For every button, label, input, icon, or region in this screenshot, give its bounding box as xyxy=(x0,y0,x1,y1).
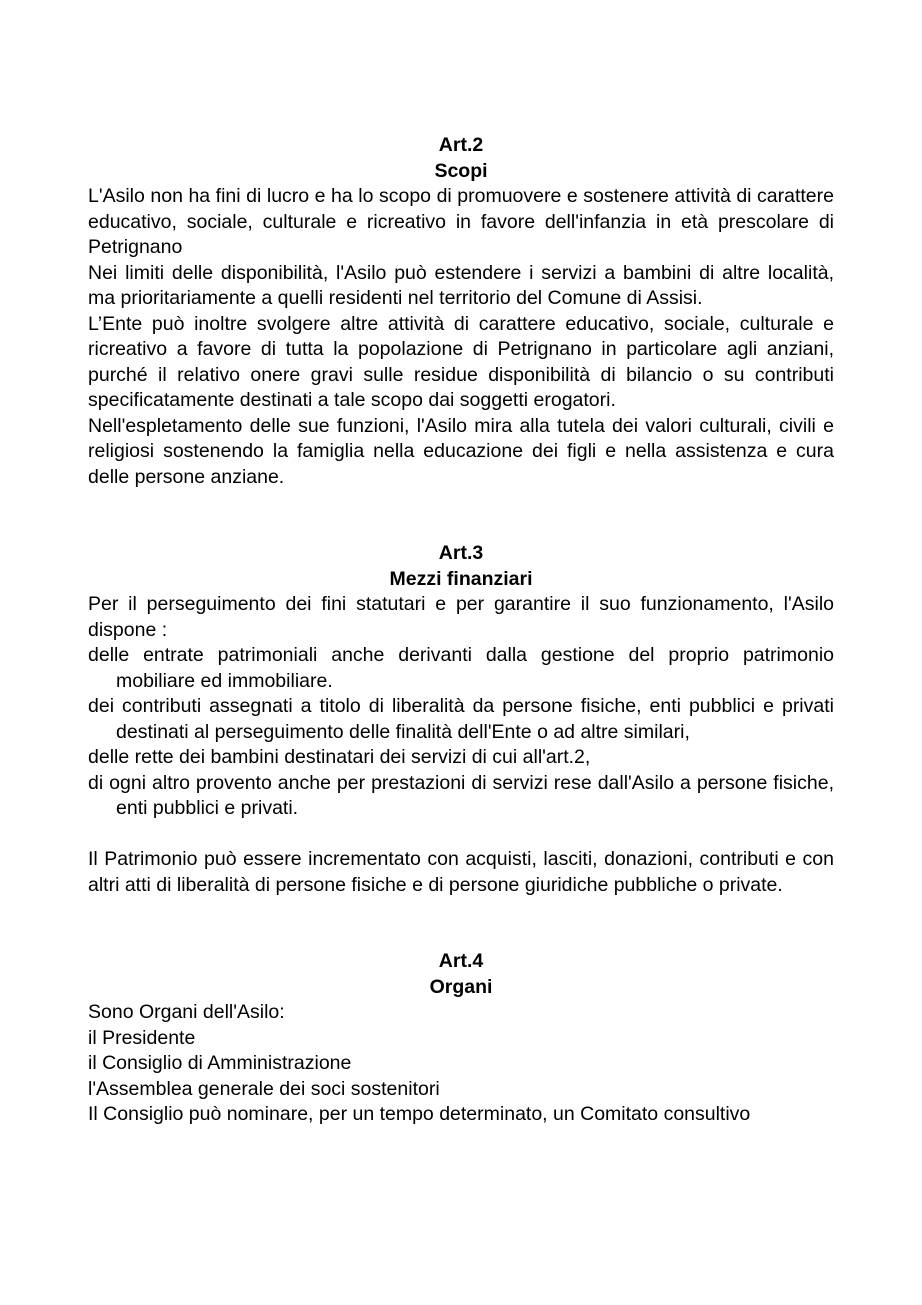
spacer xyxy=(88,490,834,541)
paragraph: Il Patrimonio può essere incrementato con acquisti, lasciti, donazioni, contributi e con altri atti di liberalità di persone fisiche e di persone giuridiche pubbliche o private. xyxy=(88,848,834,896)
paragraph: L’Ente può inoltre svolgere altre attività di carattere educativo, sociale, culturale e ricreativo a favore di tutta la popolazione di Petrignano in particolare agli anziani, purché il relativo onere gravi sulle residue disponibilità di bilancio o su contributi specificatamente destinati a tale scopo dai soggetti erogatori. xyxy=(88,312,834,411)
article-2 xyxy=(88,133,834,490)
paragraph: Nell'espletamento delle sue funzioni, l'Asilo mira alla tutela dei valori culturali, civili e religiosi sostenendo la famiglia nella educazione dei figli e nella assistenza e cura delle persone anziane. xyxy=(88,414,834,488)
text-line: Sono Organi dell'Asilo: xyxy=(88,1001,285,1023)
list-item: di ogni altro provento anche per prestazioni di servizi rese dall'Asilo a persone fisiche, enti pubblici e privati. xyxy=(88,771,834,819)
document-page xyxy=(88,133,834,1128)
article-number: Art.2 xyxy=(438,134,484,156)
article-number: Art.4 xyxy=(438,950,484,972)
article-title: Mezzi finanziari xyxy=(389,567,533,590)
paragraph: Per il perseguimento dei fini statutari e per garantire il suo funzionamento, l'Asilo dispone : xyxy=(88,593,834,641)
article-title: Scopi xyxy=(434,159,488,182)
text-line: il Consiglio di Amministrazione xyxy=(88,1052,352,1074)
spacer xyxy=(88,898,834,949)
list-item: dei contributi assegnati a titolo di liberalità da persone fisiche, enti pubblici e privati destinati al perseguimento delle finalità dell'Ente o ad altre similari, xyxy=(88,695,834,743)
list-item: delle entrate patrimoniali anche derivanti dalla gestione del proprio patrimonio mobiliare ed immobiliare. xyxy=(88,644,834,692)
text-line: il Presidente xyxy=(88,1026,196,1049)
spacer xyxy=(88,822,834,848)
list-item: delle rette dei bambini destinatari dei servizi di cui all'art.2, xyxy=(88,746,591,768)
text-line: Il Consiglio può nominare, per un tempo determinato, un Comitato consultivo xyxy=(88,1103,751,1125)
article-number: Art.3 xyxy=(438,542,484,564)
article-4 xyxy=(88,949,834,1128)
text-line: l'Assemblea generale dei soci sostenitori xyxy=(88,1077,440,1100)
article-title: Organi xyxy=(429,975,493,998)
article-3 xyxy=(88,541,834,898)
paragraph: L'Asilo non ha fini di lucro e ha lo scopo di promuovere e sostenere attività di carattere educativo, sociale, culturale e ricreativo in favore dell'infanzia in età prescolare di Petrignano xyxy=(88,185,834,258)
paragraph: Nei limiti delle disponibilità, l'Asilo può estendere i servizi a bambini di altre località, ma prioritariamente a quelli residenti nel territorio del Comune di Assisi. xyxy=(88,261,834,309)
